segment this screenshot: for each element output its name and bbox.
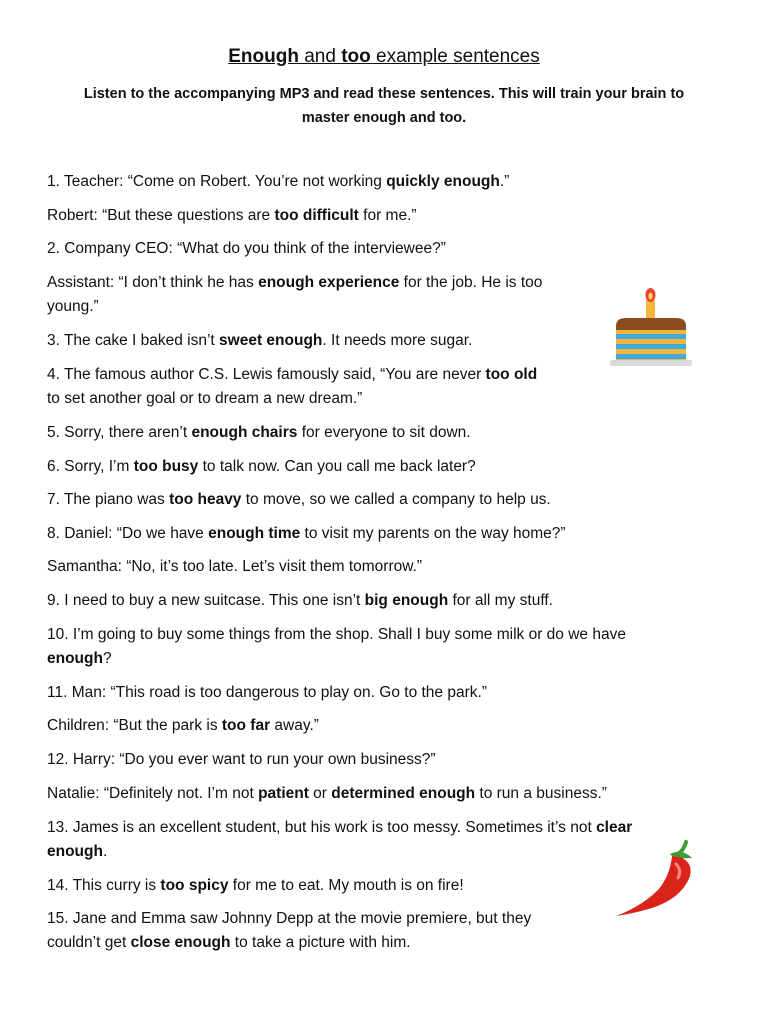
sentence-line [47,623,626,647]
sentence-line [47,204,417,228]
sentence-text: . It needs more sugar. [322,332,473,349]
sentence-line [47,329,472,353]
bold-phrase: determined enough [331,785,476,802]
sentence-text: 14. This curry is [47,877,161,894]
sentence-text: to take a picture with him. [230,934,411,951]
sentence-line [47,589,553,613]
sentence-text: . [102,843,108,860]
sentence-text: Natalie: “Definitely not. I’m not [47,785,259,802]
title-and: and [298,46,342,67]
bold-phrase: patient [258,785,309,802]
sentence-line [47,681,487,705]
sentence-text: young.” [47,298,99,315]
sentence-text: to move, so we called a company to help us. [241,491,551,508]
bold-phrase: enough chairs [191,424,298,441]
intro-line-1: Listen to the accompanying MP3 and read these sentences. This will train your brain to [83,86,685,102]
bold-phrase: too busy [133,458,199,475]
sentence-text: for the job. He is too [399,274,543,291]
sentence-text: 4. The famous author C.S. Lewis famously said, “You are never [47,366,486,383]
bold-phrase: clear [596,819,633,836]
bold-phrase: quickly enough [386,173,500,190]
sentence-line [47,421,471,445]
sentence-text: for me.” [358,207,417,224]
bold-phrase: too old [485,366,538,383]
sentence-text: Robert: “But these questions are [47,207,275,224]
sentence-line [47,237,446,261]
bold-phrase: sweet enough [219,332,323,349]
sentence-line [47,907,531,931]
sentence-line [47,840,107,864]
bold-phrase: big enough [364,592,449,609]
page-title [0,46,768,68]
sentence-text: 11. Man: “This road is too dangerous to play on. Go to the park.” [47,684,487,701]
sentence-line [47,874,464,898]
sentence-text: for me to eat. My mouth is on fire! [228,877,464,894]
sentence-text: 7. The piano was [47,491,170,508]
sentence-line [47,555,422,579]
intro-text: and [405,110,440,126]
sentence-text: 13. James is an excellent student, but his work is too messy. Sometimes it’s not [47,819,597,836]
bold-phrase: too difficult [274,207,359,224]
sentence-text: 2. Company CEO: “What do you think of the interviewee?” [47,240,446,257]
sentence-line [47,522,566,546]
sentence-text: 6. Sorry, I’m [47,458,134,475]
sentence-text: .” [499,173,510,190]
bold-phrase: too spicy [160,877,229,894]
sentence-text: 9. I need to buy a new suitcase. This one isn’t [47,592,365,609]
bold-phrase: enough time [208,525,301,542]
red-chili-pepper-icon [612,836,702,920]
intro-bold-enough: enough [353,110,406,126]
sentence-line [47,170,509,194]
bold-phrase: too far [221,717,271,734]
sentence-text: couldn’t get [47,934,131,951]
bold-phrase: enough [47,843,103,860]
title-enough: Enough [228,46,299,67]
sentence-line [47,295,99,319]
sentence-text: 15. Jane and Emma saw Johnny Depp at the movie premiere, but they [47,910,532,927]
sentence-line [47,387,362,411]
sentence-text: to visit my parents on the way home?” [300,525,566,542]
intro-text: master [301,110,354,126]
sentence-line [47,647,112,671]
sentence-text: 12. Harry: “Do you ever want to run your own business?” [47,751,436,768]
sentence-text: away.” [270,717,319,734]
sentence-text: 5. Sorry, there aren’t [47,424,192,441]
sentence-text: 1. Teacher: “Come on Robert. You’re not working [47,173,387,190]
sentence-text: Children: “But the park is [47,717,222,734]
sentence-line [47,782,607,806]
intro-paragraph [60,82,708,130]
sentence-text: to set another goal or to dream a new dream.” [47,390,363,407]
sentence-line [47,455,476,479]
sentence-text: for all my stuff. [448,592,553,609]
sentence-text: ? [102,650,112,667]
sentence-line [47,363,537,387]
sentence-text: Assistant: “I don’t think he has [47,274,259,291]
intro-text: . [462,110,467,126]
sentence-line [47,816,632,840]
sentence-line [47,271,542,295]
bold-phrase: close enough [130,934,231,951]
sentence-text: 3. The cake I baked isn’t [47,332,220,349]
sentence-text: 8. Daniel: “Do we have [47,525,209,542]
sentence-text: or [308,785,332,802]
bold-phrase: too heavy [169,491,242,508]
sentence-text: to run a business.” [475,785,607,802]
sentence-line [47,714,319,738]
title-too: too [341,46,371,67]
sentence-text: Samantha: “No, it’s too late. Let’s visit them tomorrow.” [47,558,423,575]
intro-bold-too: too [439,110,463,126]
sentence-line [47,488,551,512]
birthday-cake-icon [608,286,694,376]
title-rest: example sentences [370,46,540,67]
bold-phrase: enough experience [258,274,400,291]
sentence-line [47,931,411,955]
bold-phrase: enough [47,650,103,667]
sentence-text: 10. I’m going to buy some things from the shop. Shall I buy some milk or do we have [47,626,626,643]
sentence-line [47,748,436,772]
sentence-text: for everyone to sit down. [297,424,471,441]
intro-line-2 [60,106,708,130]
sentence-text: to talk now. Can you call me back later? [198,458,476,475]
